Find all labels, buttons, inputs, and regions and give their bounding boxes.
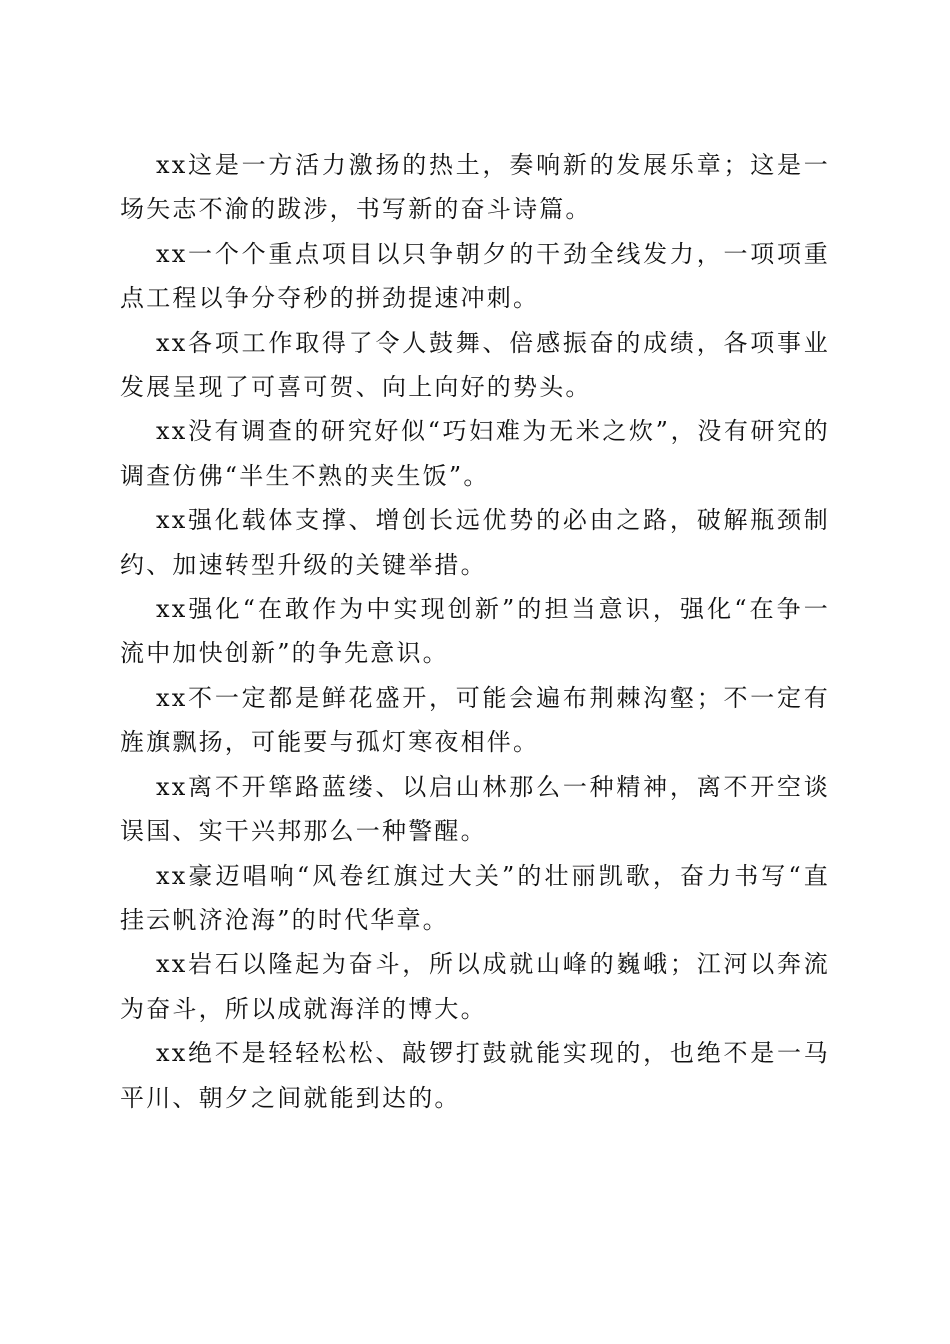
paragraph: xx岩石以隆起为奋斗，所以成就山峰的巍峨；江河以奔流为奋斗，所以成就海洋的博大。 bbox=[120, 950, 830, 1023]
document-body bbox=[120, 143, 830, 1120]
paragraph: xx没有调查的研究好似“巧妇难为无米之炊”，没有研究的调查仿佛“半生不熟的夹生饭”。 bbox=[120, 417, 830, 490]
paragraph: xx这是一方活力激扬的热土，奏响新的发展乐章；这是一场矢志不渝的跋涉，书写新的奋斗诗篇。 bbox=[120, 151, 830, 224]
paragraph: xx各项工作取得了令人鼓舞、倍感振奋的成绩，各项事业发展呈现了可喜可贺、向上向好的势头。 bbox=[120, 328, 830, 402]
paragraph: xx强化“在敢作为中实现创新”的担当意识，强化“在争一流中加快创新”的争先意识。 bbox=[120, 595, 830, 668]
paragraph: xx豪迈唱响“风卷红旗过大关”的壮丽凯歌，奋力书写“直挂云帆济沧海”的时代华章。 bbox=[120, 861, 830, 934]
paragraph: xx不一定都是鲜花盛开，可能会遍布荆棘沟壑；不一定有旌旗飘扬，可能要与孤灯寒夜相伴。 bbox=[120, 683, 830, 757]
paragraph: xx离不开筚路蓝缕、以启山林那么一种精神，离不开空谈误国、实干兴邦那么一种警醒。 bbox=[120, 772, 830, 846]
paragraph: xx一个个重点项目以只争朝夕的干劲全线发力，一项项重点工程以争分夺秒的拼劲提速冲刺。 bbox=[120, 239, 830, 313]
paragraph: xx强化载体支撑、增创长远优势的必由之路，破解瓶颈制约、加速转型升级的关键举措。 bbox=[120, 506, 830, 579]
paragraph: xx绝不是轻轻松松、敲锣打鼓就能实现的，也绝不是一马平川、朝夕之间就能到达的。 bbox=[120, 1039, 830, 1112]
